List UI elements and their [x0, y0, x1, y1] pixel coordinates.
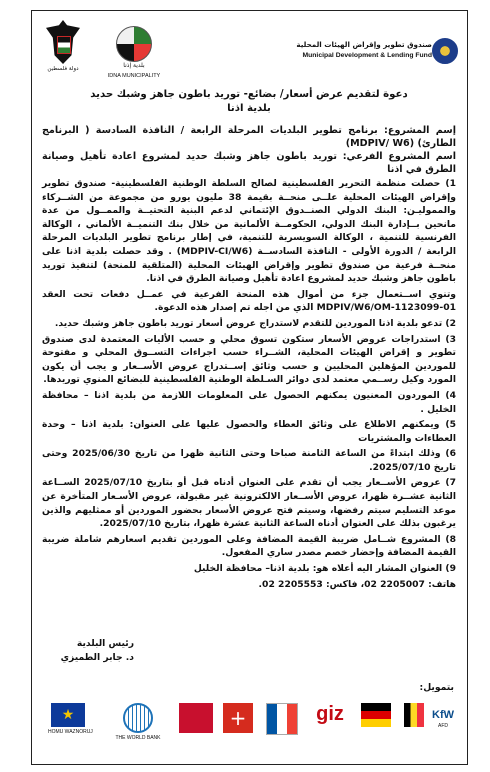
- denmark-logo: [176, 703, 216, 747]
- germany-logo: [356, 703, 396, 747]
- document-title: دعوة لتقديم عرض أسعار/ بضائع- توريد باطون جاهز وشبك حديد: [90, 89, 408, 100]
- denmark-flag-icon: [179, 703, 213, 733]
- funder-logos: [40, 697, 462, 759]
- paragraph-9: 9) العنوان المشار اليه أعلاه هو: بلدية اذنا– محافظة الخليل: [193, 563, 456, 575]
- paragraph-3: 3) استدراجات عروض الأسعار ستكون تسوق محلي و حسب الأليات المعتمدة لدى صندوق تطوير و إقراض الهيئات المحلية، الشــراء حسب اجراءات التســوق المحلي و مفتوحة للموردين المؤهلين المحليين و حسب وثائق إســتدراج عروض الأســعار و يجب أن يكون المورد وكيل رســمي معتمد لدى دوائر السـلطة الوطنية الفلسطينية للبضائع المنوي توريدها.: [42, 333, 456, 386]
- mdlf-name-en: Municipal Development & Lending Fund: [302, 52, 432, 59]
- funding-label: بتمويل:: [419, 682, 454, 693]
- state-name: دولة فلسطين: [47, 66, 79, 72]
- signature-name: د. جابر الطميزي: [60, 652, 134, 663]
- idna-emblem-icon: [116, 26, 152, 62]
- world-bank-caption: THE WORLD BANK: [115, 735, 161, 741]
- idna-name-ar: بلدية إذنا: [123, 62, 145, 69]
- eu-logo: [48, 703, 93, 747]
- world-bank-globe-icon: [123, 703, 153, 733]
- paragraph-7: 7) عروض الأســعار يجب أن تقدم على العنوان أدناه قبل أو بتاريخ 2025/07/10 الســاعة الثانية عشــرة ظهرا، عروض الأســعار الالكترونية غير مقبولة، عروض الأسـعار المتأخرة عن موعد التسليم سيتم رفضها، وسيتم فتح عروض الأسعار بحضور الموردين أو ممثليهم والذين يرغبون بذلك على العنوان أدناه الساعة الثانية عشرة ظهرا، بتاريخ 2025/07/10.: [42, 477, 456, 530]
- paragraph-1-cont: وتنوي اســتعمال جزء من أموال هذه المنحة الفرعية في عمــل دفعات تحت العقد MDPIV/W6/OM-1123099-01 الذي من اجله تم إصدار هذه الدعوة.: [42, 288, 456, 314]
- belgium-flag-icon: [404, 703, 424, 727]
- germany-flag-icon: [361, 703, 391, 727]
- giz-logo: [310, 703, 350, 747]
- mdlf-emblem-icon: [432, 38, 458, 64]
- kfw-wordmark: KfW: [432, 709, 454, 721]
- paragraph-5: 5) ويمكنهم الاطلاع على وثائق العطاء والحصول عليها على العنوان: بلدية اذنا – وحدة العطاءات والمشتريات: [42, 419, 456, 444]
- paragraph-1: 1) حصلت منظمة التحرير الفلسطينية لصالح السلطة الوطنية الفلسطينية- صندوق تطوير وإقراض الهيئات المحلية علــى منحــة بقيمة 38 مليون يورو من مجموعة من الشــركاء والمموليـن: البنك الدولي الصنــدوق الإئتماني لدعم البنية التحتيــة والممــول من عدة مانحين بــإدارة البنك الدولي، الحكومــة الألمانية من خلال بنك التنميــة الألماني ، الوكالة الفرنسية للتنمية ، الوكالة السويسرية للتنمية، في إطار برنامج تطوير البلديات المرحلة الرابعة / الدورة الأولى - النافذة السادســة (MDPIV-CI/W6) . وقد حصلت بلدية اذنا على منحــة فرعية من صندوق تطوير وإقراض الهيئات المحلية (المتلقية للمنحة) لتنفيذ توريد باطون جاهز وشبك حديد لمشروع اعادة تأهيل وصيانة الطرق في اذنا.: [42, 178, 456, 285]
- contact-phone-fax: هاتف: 2205007 02، فاكس: 2205553 02.: [258, 578, 456, 590]
- sub-project-name: اسم المشروع الفرعي: توريد باطون جاهز وشبك حديد لمشروع اعادة تأهيل وصيانة الطرق في اذنا: [42, 151, 456, 175]
- paragraph-4: 4) الموردون المعنيون يمكنهم الحصول على المعلومات اللازمة من بلدية اذنا – محافظة الخليل .: [42, 389, 456, 415]
- mdlf-logo: [247, 24, 462, 84]
- paragraph-6: 6) وذلك ابتداءً من الساعة الثامنة صباحا وحتى الثانية ظهرا من تاريخ 2025/06/30 وحتى تاريخ 2025/07/10.: [42, 448, 456, 473]
- giz-wordmark: giz: [316, 703, 344, 725]
- document-body: [42, 88, 456, 593]
- afd-caption: AFD: [438, 723, 448, 729]
- paragraph-8: 8) المشروع شــامل ضريبة القيمة المضافة وعلى الموردين تقديم اسعارهم شاملة ضريبة القيمة المضافة وإحضار خصم مصدر ساري المفعول.: [42, 533, 456, 559]
- swiss-cross-icon: +: [223, 703, 253, 733]
- france-flag-icon: [266, 703, 298, 735]
- project-name: إسم المشروع: برنامج تطوير البلديات المرحلة الرابعة / النافذة السادسة ( البرنامج الطارئ) (MDPIV/ W6): [42, 125, 456, 149]
- paragraph-2: 2) تدعو بلدية اذنا الموردين للتقدم لاستدراج عروض أسعار توريد باطون جاهز وشبك حديد.: [54, 317, 456, 329]
- world-bank-logo: [110, 703, 166, 747]
- belgium-logo: [402, 703, 426, 747]
- signature-role: رئيس البلدية: [76, 638, 134, 649]
- document-subtitle: بلدية اذنا: [227, 103, 271, 114]
- mdlf-name-ar: صندوق تطوير وإقراض الهيئات المحلية: [296, 40, 432, 49]
- flag-shield-icon: [57, 36, 71, 54]
- signature-block: [44, 637, 134, 665]
- swiss-logo: [218, 703, 258, 747]
- kfw-logo: [428, 703, 458, 747]
- idna-municipality-logo: [104, 16, 164, 82]
- idna-name-en: IDNA MUNICIPALITY: [107, 73, 161, 79]
- france-logo: [262, 703, 302, 747]
- header-logos: [34, 14, 464, 86]
- eu-caption: HOMU WAZNORUJ: [48, 729, 93, 735]
- eu-flag-icon: ★: [51, 703, 85, 727]
- palestine-emblem-logo: [40, 20, 86, 80]
